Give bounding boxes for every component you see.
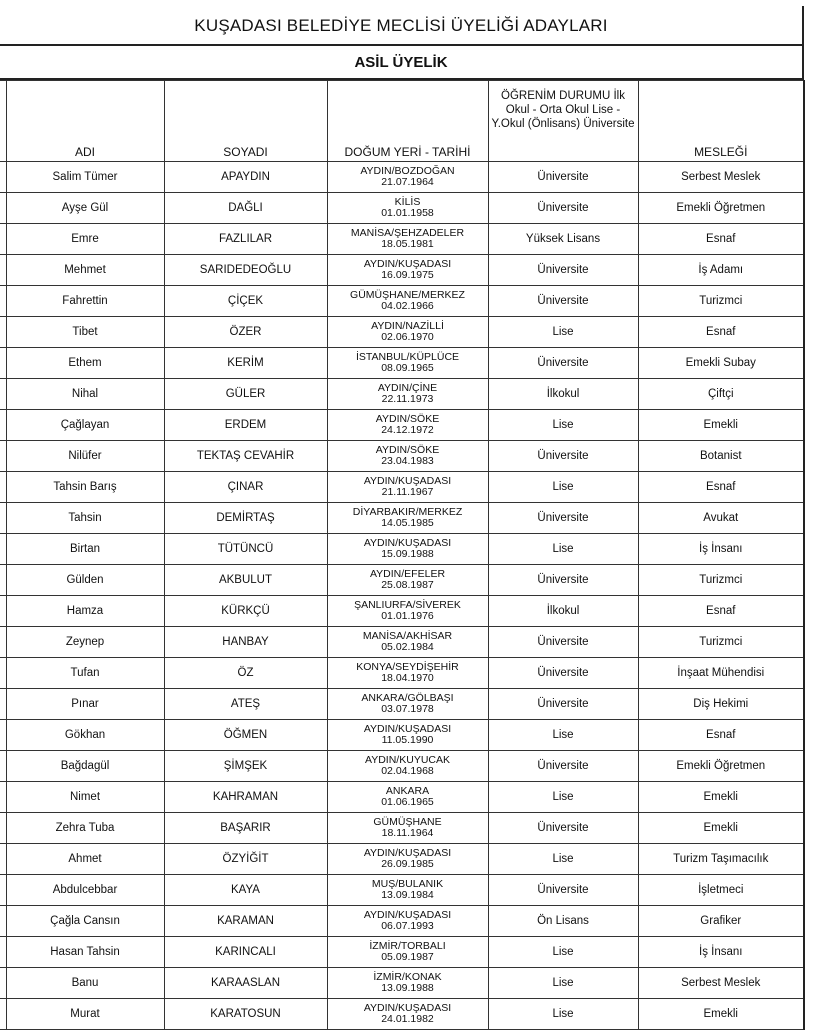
cell-soyadi: KERİM — [164, 348, 327, 379]
cell-dogum — [327, 720, 488, 751]
cell-adi: Mehmet — [6, 255, 164, 286]
table-row — [0, 503, 804, 534]
cell-ogrenim: Lise — [488, 720, 638, 751]
cell-dogum — [327, 875, 488, 906]
table-row — [0, 689, 804, 720]
table-row — [0, 658, 804, 689]
birth-place: AYDIN/EFELER — [369, 568, 446, 580]
cell-meslek: Turizmci — [638, 286, 804, 317]
cell-ogrenim: İlkokul — [488, 596, 638, 627]
cell-ogrenim: Üniversite — [488, 255, 638, 286]
birth-place: İZMİR/TORBALI — [369, 940, 446, 952]
cell-soyadi: KARINCALI — [164, 937, 327, 968]
cell-ogrenim: Üniversite — [488, 162, 638, 193]
cell-ogrenim: İlkokul — [488, 379, 638, 410]
cell-dogum — [327, 317, 488, 348]
cell-adi: Pınar — [6, 689, 164, 720]
cell-dogum — [327, 565, 488, 596]
birth-date: 16.09.1975 — [381, 269, 434, 281]
cell-adi: Çağla Cansın — [6, 906, 164, 937]
cell-ogrenim: Üniversite — [488, 875, 638, 906]
cell-adi: Çağlayan — [6, 410, 164, 441]
birth-date: 14.05.1985 — [381, 517, 434, 529]
table-row — [0, 968, 804, 999]
cell-soyadi: ÇINAR — [164, 472, 327, 503]
cell-meslek: İş Adamı — [638, 255, 804, 286]
cell-ogrenim: Lise — [488, 410, 638, 441]
birth-place: GÜMÜŞHANE/MERKEZ — [350, 289, 465, 301]
header-meslegi: MESLEĞİ — [638, 81, 804, 162]
cell-ogrenim: Üniversite — [488, 441, 638, 472]
birth-date: 21.11.1967 — [381, 486, 434, 498]
table-row — [0, 875, 804, 906]
birth-date: 05.02.1984 — [381, 641, 434, 653]
cell-soyadi: KAHRAMAN — [164, 782, 327, 813]
cell-soyadi: ÖZ — [164, 658, 327, 689]
birth-place: GÜMÜŞHANE — [373, 816, 442, 828]
cell-soyadi: KARAASLAN — [164, 968, 327, 999]
birth-place: AYDIN/KUŞADASI — [363, 847, 452, 859]
cell-soyadi: KARATOSUN — [164, 999, 327, 1030]
cell-ogrenim: Üniversite — [488, 689, 638, 720]
cell-meslek: Botanist — [638, 441, 804, 472]
cell-adi: Fahrettin — [6, 286, 164, 317]
cell-ogrenim: Üniversite — [488, 813, 638, 844]
birth-place: MANİSA/ŞEHZADELER — [350, 227, 465, 239]
birth-date: 02.04.1968 — [381, 765, 434, 777]
cell-dogum — [327, 472, 488, 503]
table-row — [0, 596, 804, 627]
table-row — [0, 472, 804, 503]
birth-date: 06.07.1993 — [381, 920, 434, 932]
cell-soyadi: ÖĞMEN — [164, 720, 327, 751]
table-row — [0, 906, 804, 937]
cell-soyadi: GÜLER — [164, 379, 327, 410]
cell-ogrenim: Üniversite — [488, 348, 638, 379]
table-row — [0, 162, 804, 193]
birth-date: 24.12.1972 — [381, 424, 434, 436]
cell-meslek: Emekli — [638, 999, 804, 1030]
cell-adi: Birtan — [6, 534, 164, 565]
header-soyadi: SOYADI — [164, 81, 327, 162]
cell-dogum — [327, 751, 488, 782]
birth-date: 26.09.1985 — [381, 858, 434, 870]
birth-place: AYDIN/SÖKE — [375, 413, 440, 425]
birth-date: 25.08.1987 — [381, 579, 434, 591]
cell-adi: Nilüfer — [6, 441, 164, 472]
table-row — [0, 534, 804, 565]
cell-adi: Gökhan — [6, 720, 164, 751]
birth-place: ANKARA/GÖLBAŞI — [361, 692, 454, 704]
birth-place: KİLİS — [394, 196, 421, 208]
cell-adi: Tibet — [6, 317, 164, 348]
birth-place: AYDIN/KUŞADASI — [363, 258, 452, 270]
cell-adi: Zehra Tuba — [6, 813, 164, 844]
birth-date: 02.06.1970 — [381, 331, 434, 343]
cell-soyadi: ÖZER — [164, 317, 327, 348]
birth-place: ŞANLIURFA/SİVEREK — [354, 599, 461, 611]
cell-adi: Ethem — [6, 348, 164, 379]
cell-dogum — [327, 348, 488, 379]
birth-place: MANİSA/AKHİSAR — [362, 630, 453, 642]
cell-ogrenim: Lise — [488, 317, 638, 348]
birth-place: AYDIN/BOZDOĞAN — [360, 165, 455, 177]
cell-adi: Nimet — [6, 782, 164, 813]
table-row — [0, 844, 804, 875]
cell-ogrenim: Üniversite — [488, 627, 638, 658]
table-row — [0, 317, 804, 348]
cell-ogrenim: Üniversite — [488, 193, 638, 224]
cell-adi: Murat — [6, 999, 164, 1030]
cell-adi: Zeynep — [6, 627, 164, 658]
cell-adi: Ahmet — [6, 844, 164, 875]
cell-meslek: İş İnsanı — [638, 937, 804, 968]
birth-date: 05.09.1987 — [381, 951, 434, 963]
birth-date: 08.09.1965 — [381, 362, 434, 374]
cell-soyadi: AKBULUT — [164, 565, 327, 596]
birth-date: 23.04.1983 — [381, 455, 434, 467]
header-ogrenim: ÖĞRENİM DURUMU İlk Okul - Orta Okul Lise - Y.Okul (Önlisans) Üniversite — [488, 81, 638, 162]
cell-ogrenim: Üniversite — [488, 658, 638, 689]
table-row — [0, 286, 804, 317]
cell-meslek: Turizmci — [638, 627, 804, 658]
cell-dogum — [327, 999, 488, 1030]
birth-place: AYDIN/SÖKE — [375, 444, 440, 456]
cell-meslek: Çiftçi — [638, 379, 804, 410]
cell-dogum — [327, 844, 488, 875]
cell-dogum — [327, 689, 488, 720]
cell-adi: Gülden — [6, 565, 164, 596]
cell-dogum — [327, 627, 488, 658]
birth-place: ANKARA — [385, 785, 430, 797]
birth-place: AYDIN/KUŞADASI — [363, 1002, 452, 1014]
birth-date: 04.02.1966 — [381, 300, 434, 312]
birth-place: AYDIN/KUŞADASI — [363, 723, 452, 735]
cell-dogum — [327, 255, 488, 286]
birth-date: 18.11.1964 — [381, 827, 434, 839]
cell-dogum — [327, 658, 488, 689]
cell-soyadi: ÇİÇEK — [164, 286, 327, 317]
cell-ogrenim: Lise — [488, 999, 638, 1030]
birth-date: 01.06.1965 — [381, 796, 434, 808]
birth-place: AYDIN/NAZİLLİ — [371, 320, 444, 332]
cell-adi: Tahsin — [6, 503, 164, 534]
cell-soyadi: KAYA — [164, 875, 327, 906]
cell-soyadi: DEMİRTAŞ — [164, 503, 327, 534]
cell-meslek: İnşaat Mühendisi — [638, 658, 804, 689]
document-title: KUŞADASI BELEDİYE MECLİSİ ÜYELİĞİ ADAYLARI — [0, 6, 804, 46]
cell-adi: Banu — [6, 968, 164, 999]
cell-dogum — [327, 906, 488, 937]
cell-dogum — [327, 596, 488, 627]
cell-adi: Abdulcebbar — [6, 875, 164, 906]
cell-meslek: Esnaf — [638, 317, 804, 348]
cell-dogum — [327, 968, 488, 999]
cell-soyadi: TEKTAŞ CEVAHİR — [164, 441, 327, 472]
table-row — [0, 224, 804, 255]
cell-adi: Nihal — [6, 379, 164, 410]
birth-date: 18.04.1970 — [381, 672, 434, 684]
cell-ogrenim: Üniversite — [488, 751, 638, 782]
cell-meslek: Diş Hekimi — [638, 689, 804, 720]
cell-soyadi: ÖZYİĞİT — [164, 844, 327, 875]
cell-meslek: Turizm Taşımacılık — [638, 844, 804, 875]
cell-ogrenim: Lise — [488, 534, 638, 565]
cell-meslek: Emekli Öğretmen — [638, 193, 804, 224]
cell-meslek: İş İnsanı — [638, 534, 804, 565]
cell-soyadi: ERDEM — [164, 410, 327, 441]
cell-meslek: Serbest Meslek — [638, 162, 804, 193]
birth-place: İZMİR/KONAK — [373, 971, 442, 983]
birth-place: MUŞ/BULANIK — [371, 878, 444, 890]
header-adi: ADI — [6, 81, 164, 162]
table-row — [0, 813, 804, 844]
cell-soyadi: BAŞARIR — [164, 813, 327, 844]
cell-soyadi: DAĞLI — [164, 193, 327, 224]
cell-meslek: Grafiker — [638, 906, 804, 937]
cell-meslek: Esnaf — [638, 596, 804, 627]
cell-meslek: Emekli Subay — [638, 348, 804, 379]
table-row — [0, 720, 804, 751]
birth-date: 24.01.1982 — [381, 1013, 434, 1025]
cell-meslek: Avukat — [638, 503, 804, 534]
cell-soyadi: TÜTÜNCÜ — [164, 534, 327, 565]
cell-meslek: Esnaf — [638, 720, 804, 751]
cell-soyadi: ŞİMŞEK — [164, 751, 327, 782]
birth-date: 11.05.1990 — [381, 734, 434, 746]
cell-meslek: Serbest Meslek — [638, 968, 804, 999]
cell-adi: Bağdagül — [6, 751, 164, 782]
cell-adi: Tahsin Barış — [6, 472, 164, 503]
cell-ogrenim: Lise — [488, 968, 638, 999]
cell-dogum — [327, 937, 488, 968]
cell-dogum — [327, 224, 488, 255]
cell-ogrenim: Yüksek Lisans — [488, 224, 638, 255]
birth-place: DİYARBAKIR/MERKEZ — [352, 506, 463, 518]
table-row — [0, 348, 804, 379]
cell-adi: Emre — [6, 224, 164, 255]
cell-soyadi: KARAMAN — [164, 906, 327, 937]
cell-ogrenim: Lise — [488, 844, 638, 875]
table-row — [0, 565, 804, 596]
cell-soyadi: HANBAY — [164, 627, 327, 658]
cell-adi: Hamza — [6, 596, 164, 627]
birth-place: AYDIN/KUŞADASI — [363, 909, 452, 921]
cell-ogrenim: Üniversite — [488, 503, 638, 534]
cell-dogum — [327, 162, 488, 193]
table-row — [0, 751, 804, 782]
birth-place: AYDIN/KUŞADASI — [363, 475, 452, 487]
cell-soyadi: SARIDEDEOĞLU — [164, 255, 327, 286]
cell-dogum — [327, 534, 488, 565]
cell-dogum — [327, 782, 488, 813]
cell-adi: Ayşe Gül — [6, 193, 164, 224]
header-row — [0, 81, 804, 162]
table-row — [0, 193, 804, 224]
cell-adi: Tufan — [6, 658, 164, 689]
table-row — [0, 441, 804, 472]
cell-meslek: Esnaf — [638, 472, 804, 503]
cell-soyadi: KÜRKÇÜ — [164, 596, 327, 627]
table-row — [0, 255, 804, 286]
cell-meslek: Emekli Öğretmen — [638, 751, 804, 782]
cell-dogum — [327, 503, 488, 534]
cell-dogum — [327, 193, 488, 224]
cell-dogum — [327, 286, 488, 317]
birth-date: 22.11.1973 — [381, 393, 434, 405]
candidate-table — [0, 80, 805, 1030]
cell-meslek: Esnaf — [638, 224, 804, 255]
cell-meslek: İşletmeci — [638, 875, 804, 906]
birth-place: KONYA/SEYDİŞEHİR — [356, 661, 459, 673]
cell-dogum — [327, 441, 488, 472]
table-row — [0, 379, 804, 410]
birth-place: İSTANBUL/KÜPLÜCE — [355, 351, 460, 363]
cell-dogum — [327, 813, 488, 844]
birth-date: 13.09.1988 — [381, 982, 434, 994]
cell-ogrenim: Ön Lisans — [488, 906, 638, 937]
table-row — [0, 999, 804, 1030]
cell-dogum — [327, 379, 488, 410]
table-row — [0, 782, 804, 813]
table-row — [0, 937, 804, 968]
cell-ogrenim: Üniversite — [488, 286, 638, 317]
table-row — [0, 627, 804, 658]
cell-dogum — [327, 410, 488, 441]
birth-place: AYDIN/KUYUCAK — [365, 754, 450, 766]
cell-meslek: Emekli — [638, 782, 804, 813]
birth-date: 18.05.1981 — [381, 238, 434, 250]
birth-date: 13.09.1984 — [381, 889, 434, 901]
birth-date: 21.07.1964 — [381, 176, 434, 188]
cell-soyadi: ATEŞ — [164, 689, 327, 720]
cell-soyadi: FAZLILAR — [164, 224, 327, 255]
birth-date: 03.07.1978 — [381, 703, 434, 715]
cell-ogrenim: Lise — [488, 472, 638, 503]
birth-place: AYDIN/ÇİNE — [377, 382, 438, 394]
birth-date: 01.01.1958 — [381, 207, 434, 219]
header-dogum: DOĞUM YERİ - TARİHİ — [327, 81, 488, 162]
birth-place: AYDIN/KUŞADASI — [363, 537, 452, 549]
cell-meslek: Emekli — [638, 813, 804, 844]
section-title: ASİL ÜYELİK — [0, 46, 804, 80]
cell-adi: Salim Tümer — [6, 162, 164, 193]
cell-ogrenim: Lise — [488, 782, 638, 813]
cell-ogrenim: Lise — [488, 937, 638, 968]
cell-ogrenim: Üniversite — [488, 565, 638, 596]
cell-soyadi: APAYDIN — [164, 162, 327, 193]
cell-meslek: Emekli — [638, 410, 804, 441]
cell-meslek: Turizmci — [638, 565, 804, 596]
birth-date: 15.09.1988 — [381, 548, 434, 560]
birth-date: 01.01.1976 — [381, 610, 434, 622]
table-row — [0, 410, 804, 441]
cell-adi: Hasan Tahsin — [6, 937, 164, 968]
